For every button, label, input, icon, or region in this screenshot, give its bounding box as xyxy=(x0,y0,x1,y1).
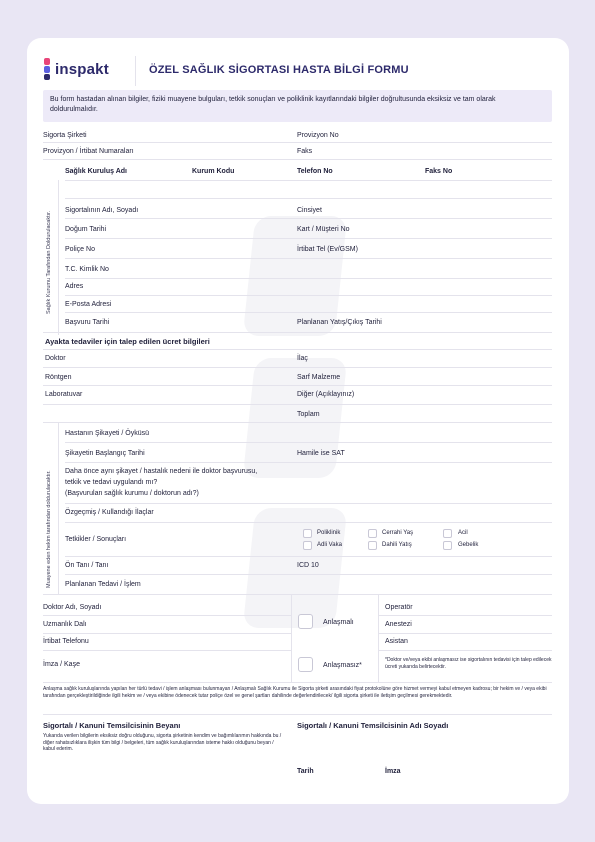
adli-vaka-checkbox[interactable] xyxy=(303,541,312,550)
gender-label: Cinsiyet xyxy=(297,207,322,214)
watermark-shape xyxy=(243,508,348,628)
cerrahi-yas-label: Cerrahi Yaş xyxy=(382,530,414,536)
signature-label: İmza xyxy=(385,768,401,775)
drug-fee-label: İlaç xyxy=(297,355,308,362)
assistant-label: Asistan xyxy=(385,638,408,645)
doctor-fee-label: Doktor xyxy=(45,355,66,362)
prior-line-3: (Başvurulan sağlık kurumu / doktorun adı?) xyxy=(65,490,199,497)
intro-text: Bu form hastadan alınan bilgiler, fiziki muayene bulguları, tetkik sonuçları ve poliklinik kayıtlarındaki bilgiler doğrultusunda eksiksiz ve tam olarak doldurulmalıdır. xyxy=(43,90,552,122)
acil-label: Acil xyxy=(458,530,468,536)
representative-name-title: Sigortalı / Kanuni Temsilcisinin Adı Soyadı xyxy=(297,721,449,730)
tests-label: Tetkikler / Sonuçları xyxy=(65,536,127,543)
form-card xyxy=(27,38,569,804)
planned-dates-label: Planlanan Yatış/Çıkış Tarihi xyxy=(297,319,382,326)
email-label: E-Posta Adresi xyxy=(65,301,112,308)
insured-name-label: Sigortalının Adı, Soyadı xyxy=(65,207,139,214)
poliklinik-checkbox[interactable] xyxy=(303,529,312,538)
declaration-title: Sigortalı / Kanuni Temsilcisinin Beyanı xyxy=(43,721,181,730)
application-date-label: Başvuru Tarihi xyxy=(65,319,110,326)
cerrahi-yas-checkbox[interactable] xyxy=(368,529,377,538)
logo-text: inspakt xyxy=(55,60,109,78)
specialty-label: Uzmanlık Dalı xyxy=(43,621,87,628)
provision-no-label: Provizyon No xyxy=(297,132,339,139)
logo xyxy=(44,58,109,80)
facility-name-header: Sağlık Kuruluş Adı xyxy=(65,168,127,175)
insurer-label: Sigorta Şirketi xyxy=(43,132,87,139)
dahili-yatis-label: Dahili Yatış xyxy=(382,542,412,548)
facility-phone-header: Telefon No xyxy=(297,168,333,175)
policy-no-label: Poliçe No xyxy=(65,246,95,253)
facility-code-header: Kurum Kodu xyxy=(192,168,235,175)
planned-treatment-label: Planlanan Tedavi / İşlem xyxy=(65,581,141,588)
not-agreed-checkbox[interactable] xyxy=(298,657,313,672)
lab-fee-label: Laboratuvar xyxy=(45,391,83,398)
fax-label: Faks xyxy=(297,148,313,155)
adli-vaka-label: Adli Vaka xyxy=(317,542,342,548)
header-divider xyxy=(135,56,136,86)
doctor-phone-label: İrtibat Telefonu xyxy=(43,638,89,645)
outpatient-heading: Ayakta tedaviler için talep edilen ücret bilgileri xyxy=(45,337,210,346)
page-title: ÖZEL SAĞLIK SİGORTASI HASTA BİLGİ FORMU xyxy=(149,64,409,76)
agreed-label: Anlaşmalı xyxy=(323,619,354,626)
dahili-yatis-checkbox[interactable] xyxy=(368,541,377,550)
pregnant-label: Hamile ise SAT xyxy=(297,450,345,457)
other-fee-label: Diğer (Açıklayınız) xyxy=(297,391,355,398)
facility-fax-header: Faks No xyxy=(425,168,453,175)
prior-line-2: tetkik ve tedavi uygulandı mı? xyxy=(65,479,158,486)
patient-section-side-label: Sağlık Kurumu Tarafından Doldurulacaktır. xyxy=(46,210,52,314)
birth-date-label: Doğum Tarihi xyxy=(65,226,107,233)
total-fee-label: Toplam xyxy=(297,411,320,418)
acil-checkbox[interactable] xyxy=(443,529,452,538)
gebelik-label: Gebelik xyxy=(458,542,479,548)
card-no-label: Kart / Müşteri No xyxy=(297,226,350,233)
agreement-footnote: *Doktor ve/veya ekibi anlaşmasız ise sigortalının tedavisi için talep edilecek ücreti yukarıda belirtecektir. xyxy=(385,657,552,670)
xray-fee-label: Röntgen xyxy=(45,374,72,381)
icd-label: ICD 10 xyxy=(297,562,319,569)
poliklinik-label: Poliklinik xyxy=(317,530,341,536)
operator-label: Operatör xyxy=(385,604,413,611)
complaint-start-label: Şikayetin Başlangıç Tarihi xyxy=(65,450,145,457)
anesthesia-label: Anestezi xyxy=(385,621,412,628)
diagnosis-label: Ön Tanı / Tanı xyxy=(65,562,109,569)
logo-icon xyxy=(44,58,50,80)
doctor-signature-label: İmza / Kaşe xyxy=(43,661,80,668)
watermark-shape xyxy=(243,216,348,336)
disclaimer-text: Anlaşma sağlık kuruluşlarında yapılan her türlü tedavi / işlem anlaşması bulunmayan / Anlaşmalı Sağlık Kurumu ile Sigorta şirketi arasındaki fiyat protokolüne göre hizmet vermeyi kabul etmeyen kadrosu; bir hekim ve / veya ekibi tarafından gerçekleştirildiğinde ilgili hekim ve / veya ekibine ödenecek tutar poliçe özel ve genel şartları dahilinde değerlendirilecek/ ilgili sigorta şirketi ile iletişim geçilmesi gerekmektedir. xyxy=(43,686,547,699)
contact-phone-label: İrtibat Tel (Ev/GSM) xyxy=(297,246,358,253)
history-label: Özgeçmiş / Kullandığı İlaçlar xyxy=(65,509,154,516)
complaint-label: Hastanın Şikayeti / Öyküsü xyxy=(65,430,150,437)
prior-line-1: Daha önce aynı şikayet / hastalık nedeni ile doktor başvurusu, xyxy=(65,468,258,475)
exam-section-side-label: Muayene eden hekim tarafından doldurulacaktır. xyxy=(46,470,52,588)
contact-numbers-label: Provizyon / İrtibat Numaraları xyxy=(43,148,134,155)
supplies-fee-label: Sarf Malzeme xyxy=(297,374,341,381)
date-label: Tarih xyxy=(297,768,314,775)
tc-no-label: T.C. Kimlik No xyxy=(65,266,109,273)
not-agreed-label: Anlaşmasız* xyxy=(323,662,362,669)
address-label: Adres xyxy=(65,283,84,290)
agreed-checkbox[interactable] xyxy=(298,614,313,629)
gebelik-checkbox[interactable] xyxy=(443,541,452,550)
declaration-text: Yukarıda verilen bilgilerin eksiksiz doğru olduğunu, sigorta şirketinin kendim ve bağımlılarımın hakkında bu / diğer rahatsızlıklara ilişkin tüm bilgi / belgeleri, tüm sağlık kuruluşlarından isteme hakkı olduğunu beyan / kabul ederim. xyxy=(43,733,282,752)
doctor-name-label: Doktor Adı, Soyadı xyxy=(43,604,102,611)
